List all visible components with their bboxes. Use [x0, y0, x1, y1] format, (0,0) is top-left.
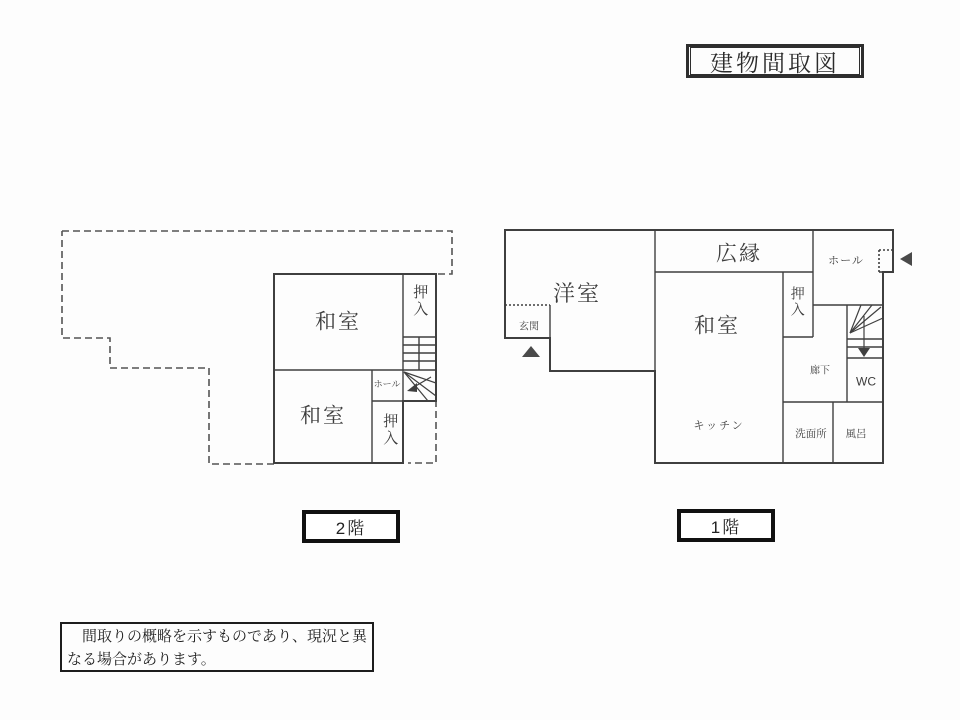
floor1-room-label-furo: 風呂 [845, 428, 867, 441]
page-title: 建物間取図 [690, 47, 860, 75]
entrance-arrow-up-icon [522, 346, 540, 357]
floor2-room-label-oshiire-bottom: 押入 [381, 413, 399, 447]
floor1-room-label-washitsu: 和室 [694, 314, 740, 338]
floor1-room-label-senmenjo: 洗面所 [795, 428, 827, 441]
floor1-room-label-oshiire: 押入 [789, 286, 806, 318]
floor2-caption-box [302, 510, 400, 543]
floor1-room-label-kitchen: キッチン [693, 419, 745, 432]
floor1-room-label-yoshitsu: 洋室 [552, 280, 602, 306]
floor1-room-label-hall: ホール [828, 254, 864, 267]
floor1-caption-box [677, 509, 775, 542]
floor1-room-label-rouka: 廊下 [810, 365, 830, 377]
title-box [686, 44, 864, 78]
disclaimer-box [60, 622, 374, 672]
floor2-room-label-hall: ホール [373, 379, 401, 390]
floor1-caption: 1階 [710, 518, 742, 537]
floor1-room-label-hiroen: 広縁 [716, 242, 762, 266]
floor2-room-label-oshiire-top: 押入 [411, 284, 429, 318]
disclaimer-text: 間取りの概略を示すものであり、現況と異なる場合があります。 [67, 628, 368, 668]
floor1-room-label-wc: WC [856, 374, 876, 389]
floor2-room-label-washitsu-bottom: 和室 [300, 404, 346, 428]
floor1-room-label-genkan: 玄関 [519, 321, 539, 333]
floor2-caption: 2階 [335, 519, 367, 538]
back-entrance-arrow-left-icon [900, 252, 912, 266]
floor2-room-label-washitsu-top: 和室 [315, 310, 361, 334]
